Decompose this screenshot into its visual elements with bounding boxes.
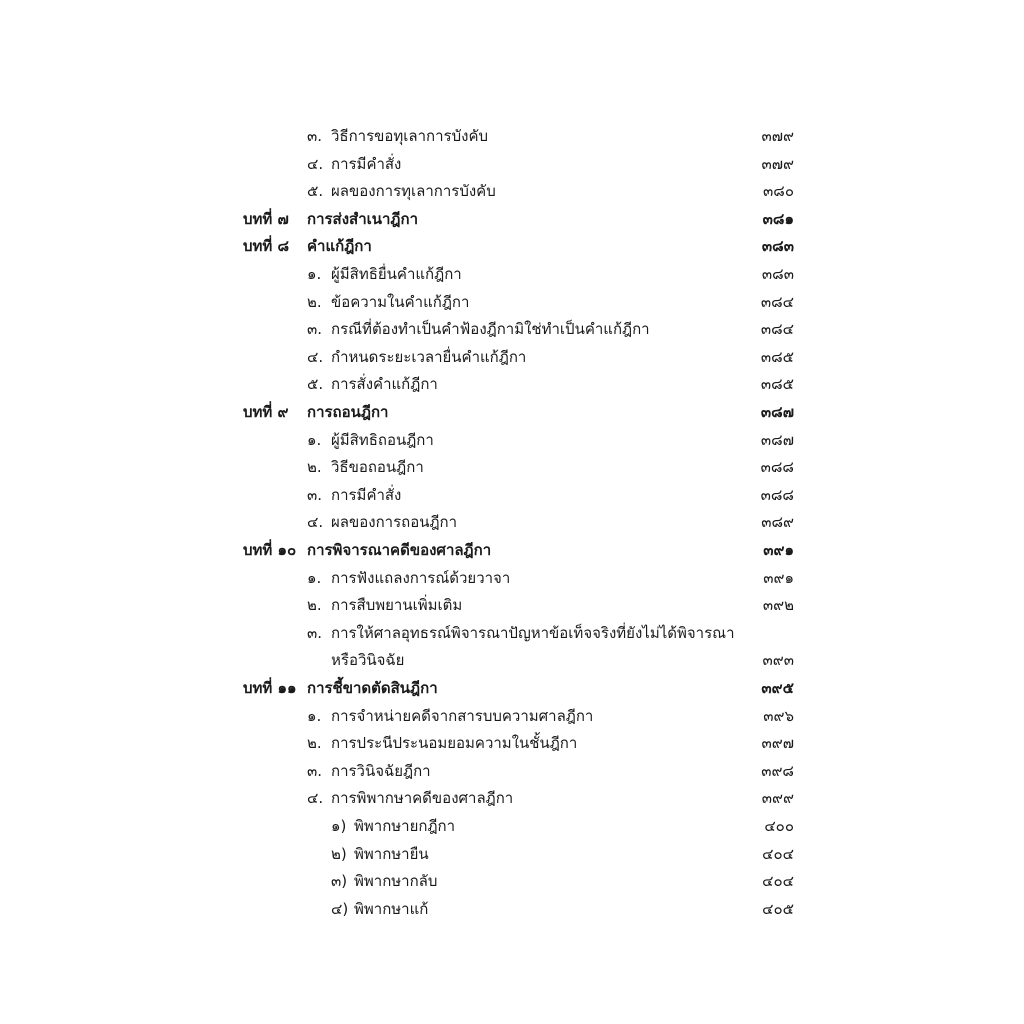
toc-chapter-row bbox=[0, 399, 700, 425]
entry-number: ๑. bbox=[307, 265, 322, 283]
page-number: ๓๙๑ bbox=[763, 569, 794, 587]
page-number: ๓๘๓ bbox=[761, 237, 794, 255]
toc-entry-row bbox=[0, 896, 700, 922]
page-number: ๓๙๙ bbox=[761, 789, 794, 807]
chapter-title: การส่งสำเนาฎีกา bbox=[307, 210, 418, 228]
toc-entry-row bbox=[0, 371, 700, 397]
toc-entry-row bbox=[0, 565, 700, 591]
toc-entry-row bbox=[0, 647, 700, 673]
page-number: ๔๐๔ bbox=[762, 872, 794, 890]
page-number: ๓๘๔ bbox=[760, 293, 794, 311]
entry-number: ๓. bbox=[307, 624, 323, 642]
toc-entry-row bbox=[0, 868, 700, 894]
entry-number: ๓) bbox=[331, 872, 348, 890]
toc-entry-row bbox=[0, 289, 700, 315]
page-number: ๓๘๓ bbox=[761, 265, 794, 283]
page-number: ๓๘๑ bbox=[762, 210, 794, 228]
entry-title: การจำหน่ายคดีจากสารบบความศาลฎีกา bbox=[331, 707, 594, 725]
toc-chapter-row bbox=[0, 537, 700, 563]
entry-number: ๔. bbox=[307, 348, 324, 366]
toc-chapter-row bbox=[0, 206, 700, 232]
toc-entry-row bbox=[0, 730, 700, 756]
entry-number: ๑) bbox=[331, 817, 347, 835]
toc-entry-row bbox=[0, 785, 700, 811]
entry-title: ข้อความในคำแก้ฎีกา bbox=[331, 293, 470, 311]
entry-title: การสืบพยานเพิ่มเติม bbox=[331, 596, 463, 614]
toc-entry-row bbox=[0, 592, 700, 618]
entry-title: วิธีการขอทุเลาการบังคับ bbox=[331, 127, 488, 145]
toc-entry-row bbox=[0, 509, 700, 535]
entry-number: ๒. bbox=[307, 458, 322, 476]
toc-entry-row bbox=[0, 344, 700, 370]
toc-entry-row bbox=[0, 703, 700, 729]
page-number: ๓๗๙ bbox=[761, 127, 794, 145]
page-number: ๓๙๕ bbox=[761, 679, 794, 697]
chapter-number: บทที่ ๙ bbox=[243, 403, 289, 421]
entry-number: ๓. bbox=[307, 320, 323, 338]
entry-title: การพิพากษาคดีของศาลฎีกา bbox=[331, 789, 514, 807]
entry-title: ผู้มีสิทธิยื่นคำแก้ฎีกา bbox=[331, 265, 462, 283]
chapter-title: คำแก้ฎีกา bbox=[307, 237, 372, 255]
entry-title: พิพากษายกฎีกา bbox=[354, 817, 456, 835]
entry-number: ๔. bbox=[307, 513, 324, 531]
entry-number: ๓. bbox=[307, 127, 323, 145]
entry-title: การสั่งคำแก้ฎีกา bbox=[331, 375, 438, 393]
page-number: ๓๘๕ bbox=[760, 348, 794, 366]
toc-entry-row bbox=[0, 427, 700, 453]
page-number: ๓๙๓ bbox=[762, 651, 794, 669]
toc-entry-row bbox=[0, 261, 700, 287]
toc-entry-row bbox=[0, 454, 700, 480]
entry-number: ๑. bbox=[307, 707, 322, 725]
entry-title: ผลของการทุเลาการบังคับ bbox=[331, 182, 496, 200]
toc-entry-row bbox=[0, 151, 700, 177]
entry-title: ผู้มีสิทธิถอนฎีกา bbox=[331, 431, 434, 449]
entry-title: การวินิจฉัยฎีกา bbox=[331, 762, 431, 780]
chapter-title: การพิจารณาคดีของศาลฎีกา bbox=[307, 541, 492, 559]
page-number: ๓๘๗ bbox=[760, 431, 794, 449]
entry-number: ๔) bbox=[331, 900, 349, 918]
entry-title: ผลของการถอนฎีกา bbox=[331, 513, 458, 531]
entry-title: หรือวินิจฉัย bbox=[331, 651, 405, 669]
page-number: ๓๙๑ bbox=[763, 541, 794, 559]
entry-number: ๒. bbox=[307, 596, 322, 614]
page-number: ๓๘๗ bbox=[760, 403, 794, 421]
chapter-title: การชี้ขาดตัดสินฎีกา bbox=[307, 679, 438, 697]
chapter-title: การถอนฎีกา bbox=[307, 403, 389, 421]
page-number: ๓๘๐ bbox=[763, 182, 794, 200]
entry-title: การมีคำสั่ง bbox=[331, 155, 402, 173]
entry-number: ๒. bbox=[307, 293, 322, 311]
page-number: ๓๘๕ bbox=[760, 375, 794, 393]
chapter-number: บทที่ ๑๐ bbox=[243, 541, 297, 559]
toc-chapter-row bbox=[0, 233, 700, 259]
entry-number: ๓. bbox=[307, 762, 323, 780]
page-number: ๓๙๘ bbox=[761, 762, 794, 780]
entry-number: ๔. bbox=[307, 155, 324, 173]
entry-title: พิพากษากลับ bbox=[354, 872, 438, 890]
entry-title: พิพากษาแก้ bbox=[354, 900, 429, 918]
entry-title: การประนีประนอมยอมความในชั้นฎีกา bbox=[331, 734, 578, 752]
page-number: ๓๘๘ bbox=[760, 486, 794, 504]
toc-entry-row bbox=[0, 482, 700, 508]
page-number: ๓๙๗ bbox=[761, 734, 794, 752]
page-number: ๔๐๔ bbox=[762, 845, 794, 863]
toc-entry-row bbox=[0, 841, 700, 867]
page-number: ๓๙๒ bbox=[762, 596, 794, 614]
entry-number: ๓. bbox=[307, 486, 323, 504]
entry-title: การให้ศาลอุทธรณ์พิจารณาปัญหาข้อเท็จจริงที่ยังไม่ได้พิจารณา bbox=[331, 624, 735, 642]
chapter-number: บทที่ ๗ bbox=[243, 210, 289, 228]
toc-entry-row bbox=[0, 123, 700, 149]
entry-title: การมีคำสั่ง bbox=[331, 486, 402, 504]
page-number: ๓๙๖ bbox=[763, 707, 794, 725]
entry-number: ๒) bbox=[331, 845, 347, 863]
chapter-number: บทที่ ๑๑ bbox=[243, 679, 297, 697]
entry-title: วิธีขอถอนฎีกา bbox=[331, 458, 424, 476]
entry-title: การฟังแถลงการณ์ด้วยวาจา bbox=[331, 569, 511, 587]
page-number: ๓๗๙ bbox=[761, 155, 794, 173]
entry-title: กรณีที่ต้องทำเป็นคำฟ้องฎีกามิใช่ทำเป็นคำแก้ฎีกา bbox=[331, 320, 650, 338]
entry-number: ๑. bbox=[307, 431, 322, 449]
entry-number: ๑. bbox=[307, 569, 322, 587]
page-number: ๓๘๘ bbox=[760, 458, 794, 476]
entry-number: ๒. bbox=[307, 734, 322, 752]
page-number: ๓๘๔ bbox=[760, 320, 794, 338]
entry-title: พิพากษายืน bbox=[354, 845, 429, 863]
toc-entry-row bbox=[0, 813, 700, 839]
toc-chapter-row bbox=[0, 675, 700, 701]
entry-number: ๕. bbox=[307, 182, 324, 200]
chapter-number: บทที่ ๘ bbox=[243, 237, 290, 255]
toc-entry-row bbox=[0, 758, 700, 784]
page-number: ๓๘๙ bbox=[761, 513, 794, 531]
page-number: ๔๐๐ bbox=[764, 817, 794, 835]
entry-number: ๕. bbox=[307, 375, 324, 393]
toc-entry-row bbox=[0, 316, 700, 342]
toc-entry-row bbox=[0, 178, 700, 204]
entry-title: กำหนดระยะเวลายื่นคำแก้ฎีกา bbox=[331, 348, 527, 366]
toc-entry-row bbox=[0, 620, 735, 646]
page-number: ๔๐๕ bbox=[762, 900, 794, 918]
entry-number: ๔. bbox=[307, 789, 324, 807]
